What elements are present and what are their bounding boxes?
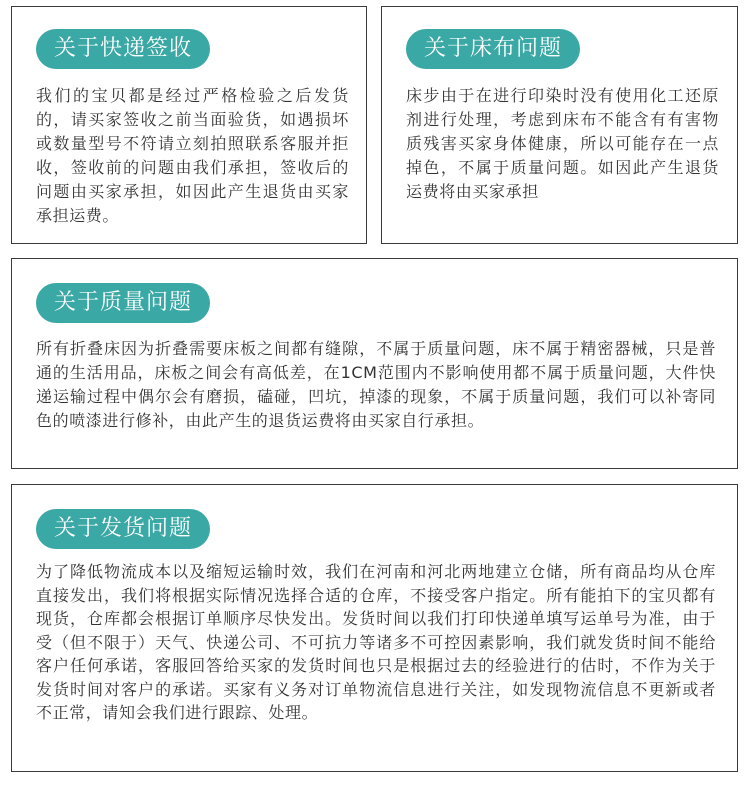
shipping-text: 为了降低物流成本以及缩短运输时效，我们在河南和河北两地建立仓储，所有商品均从仓库直接发出，我们将根据实际情况选择合适的仓库，不接受客户指定。所有能拍下的宝贝都有现货，仓库都会根据订单顺序尽快发出。发货时间以我们打印快递单填写运单号为准，由于受（但不限于）天气、快递公司、不可抗力等诸多不可控因素影响，我们就发货时间不能给客户任何承诺，客服回答给买家的发货时间也只是根据过去的经验进行的估时，不作为关于发货时间对客户的承诺。买家有义务对订单物流信息进行关注，如发现物流信息不更新或者不正常，请知会我们进行跟踪、处理。 bbox=[36, 562, 716, 722]
quality-title: 关于质量问题 bbox=[36, 283, 210, 323]
quality-text: 所有折叠床因为折叠需要床板之间都有缝隙，不属于质量问题，床不属于精密器械，只是普通的生活用品，床板之间会有高低差，在1CM范围内不影响使用都不属于质量问题，大件快递运输过程中偶尔会有磨损，磕碰，凹坑，掉漆的现象，不属于质量问题，我们可以补寄同色的喷漆进行修补，由此产生的退货运费将由买家自行承担。 bbox=[36, 339, 716, 430]
receipt-title: 关于快递签收 bbox=[36, 29, 210, 69]
quality-card bbox=[11, 258, 738, 469]
receipt-text: 我们的宝贝都是经过严格检验之后发货的，请买家签收之前当面验货，如遇损坏或数量型号不符请立刻拍照联系客服并拒收，签收前的问题由我们承担，签收后的问题由买家承担，如因此产生退货由买家承担运费。 bbox=[36, 86, 349, 225]
fabric-card bbox=[381, 6, 738, 244]
shipping-title: 关于发货问题 bbox=[36, 509, 210, 549]
receipt-card bbox=[11, 6, 367, 244]
fabric-title: 关于床布问题 bbox=[406, 29, 580, 69]
shipping-card bbox=[11, 484, 738, 772]
fabric-text: 床步由于在进行印染时没有使用化工还原剂进行处理，考虑到床布不能含有有害物质残害买家身体健康，所以可能存在一点掉色，不属于质量问题。如因此产生退货运费将由买家承担 bbox=[406, 86, 719, 201]
